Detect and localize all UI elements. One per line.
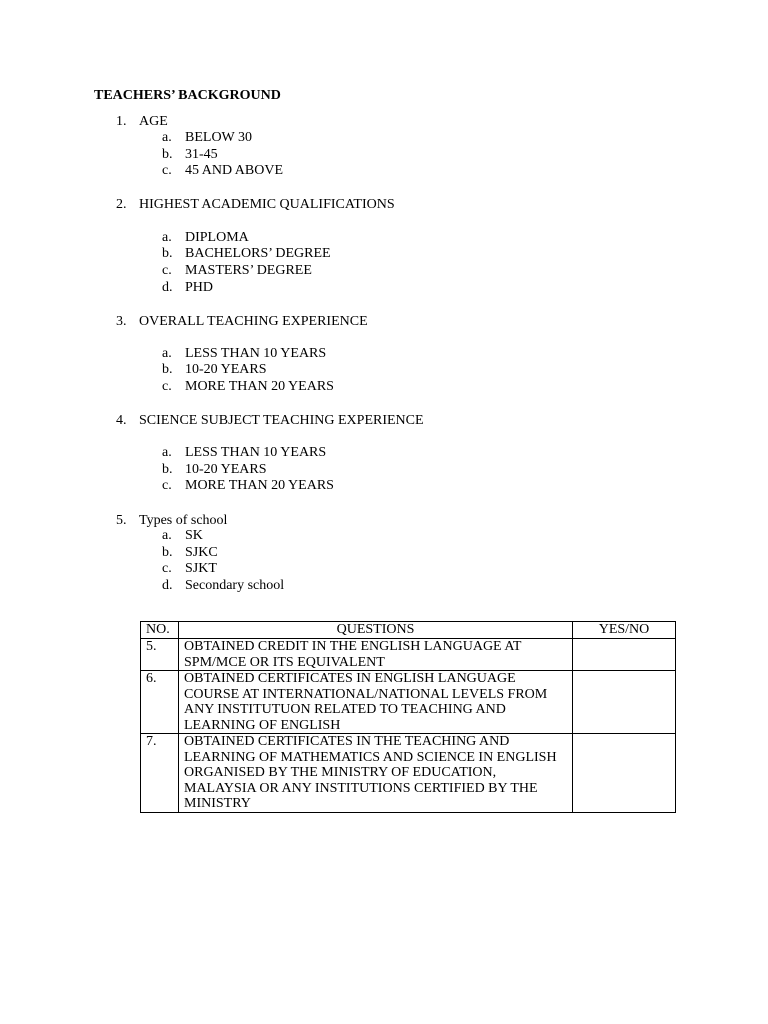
question-label: Types of school	[139, 512, 228, 528]
option-letter: b.	[162, 461, 173, 477]
column-header-questions: QUESTIONS	[179, 622, 573, 639]
option-text: BACHELORS’ DEGREE	[185, 246, 331, 262]
row-question: OBTAINED CREDIT IN THE ENGLISH LANGUAGE AT SPM/MCE OR ITS EQUIVALENT	[179, 639, 573, 671]
yes-no-answer-cell[interactable]	[573, 734, 676, 813]
yes-no-answer-cell[interactable]	[573, 639, 676, 671]
option-text: 10-20 YEARS	[185, 461, 267, 477]
option-text: MORE THAN 20 YEARS	[185, 478, 334, 494]
option-letter: c.	[162, 478, 172, 494]
question-label: OVERALL TEACHING EXPERIENCE	[139, 313, 368, 329]
option-text: Secondary school	[185, 578, 285, 594]
question-label: AGE	[139, 114, 168, 129]
option-letter: a.	[162, 445, 172, 460]
option-text: BELOW 30	[185, 130, 253, 145]
option-letter: c.	[162, 561, 172, 577]
question-number: 3.	[116, 313, 127, 329]
option-letter: b.	[162, 146, 173, 162]
option-letter: b.	[162, 246, 173, 262]
row-number: 7.	[141, 734, 179, 813]
page-title: TEACHERS’ BACKGROUND	[94, 88, 281, 103]
option-text: LESS THAN 10 YEARS	[185, 445, 327, 460]
option-text: PHD	[185, 279, 214, 295]
row-number: 6.	[141, 671, 179, 734]
column-header-no: NO.	[141, 622, 179, 639]
option-letter: b.	[162, 544, 173, 560]
option-letter: a.	[162, 229, 172, 245]
option-text: MORE THAN 20 YEARS	[185, 378, 334, 394]
option-text: MASTERS’ DEGREE	[185, 262, 312, 278]
row-question: OBTAINED CERTIFICATES IN ENGLISH LANGUAGE COURSE AT INTERNATIONAL/NATIONAL LEVELS FROM ANY INSTITUTUON RELATED TO TEACHING AND LEARNING OF ENGLISH	[179, 671, 573, 734]
row-number: 5.	[141, 639, 179, 671]
option-text: 45 AND ABOVE	[185, 163, 284, 179]
question-label: HIGHEST ACADEMIC QUALIFICATIONS	[139, 197, 395, 212]
option-letter: a.	[162, 528, 172, 543]
option-letter: c.	[162, 163, 172, 179]
option-text: LESS THAN 10 YEARS	[185, 345, 327, 361]
option-text: 10-20 YEARS	[185, 362, 267, 378]
column-header-yes-no: YES/NO	[573, 622, 676, 639]
option-text: SK	[185, 528, 203, 543]
question-number: 5.	[116, 512, 127, 528]
option-text: DIPLOMA	[185, 229, 249, 245]
option-letter: c.	[162, 262, 172, 278]
question-number: 4.	[116, 412, 127, 428]
question-number: 2.	[116, 197, 127, 212]
option-letter: d.	[162, 578, 173, 594]
option-text: SJKT	[185, 561, 217, 577]
table-row	[141, 734, 676, 813]
option-text: 31-45	[185, 146, 218, 162]
row-question: OBTAINED CERTIFICATES IN THE TEACHING AND LEARNING OF MATHEMATICS AND SCIENCE IN ENGLISH ORGANISED BY THE MINISTRY OF EDUCATION, MALAYSIA OR ANY INSTITUTIONS CERTIFIED BY THE MINISTRY	[179, 734, 573, 813]
yes-no-answer-cell[interactable]	[573, 671, 676, 734]
question-number: 1.	[116, 114, 127, 129]
option-letter: b.	[162, 362, 173, 378]
question-label: SCIENCE SUBJECT TEACHING EXPERIENCE	[139, 412, 424, 428]
option-letter: d.	[162, 279, 173, 295]
questions-table	[140, 621, 676, 813]
option-letter: c.	[162, 378, 172, 394]
option-letter: a.	[162, 345, 172, 361]
table-header-row	[141, 622, 676, 639]
table-row	[141, 671, 676, 734]
option-letter: a.	[162, 130, 172, 145]
option-text: SJKC	[185, 544, 218, 560]
table-row	[141, 639, 676, 671]
